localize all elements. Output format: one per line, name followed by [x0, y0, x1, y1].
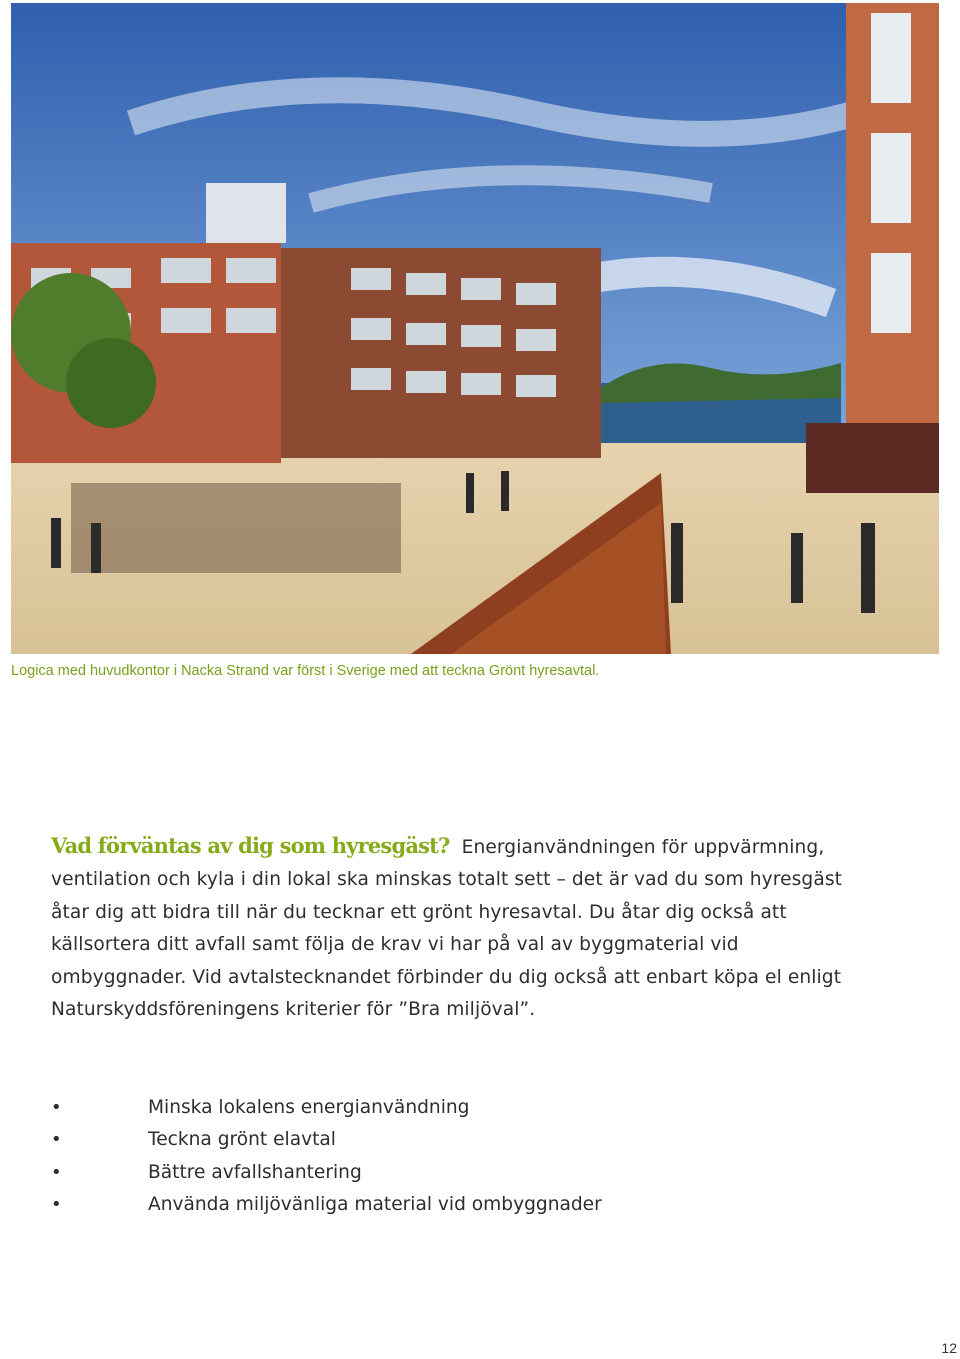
section-heading: Vad förväntas av dig som hyresgäst?: [51, 833, 450, 858]
list-item: [51, 1189, 602, 1221]
section-body: [51, 830, 871, 1026]
photo-illustration: [11, 3, 939, 654]
list-item-label: Bättre avfallshantering: [148, 1161, 362, 1183]
bullet-icon: •: [51, 1161, 62, 1183]
bullet-icon: •: [51, 1194, 62, 1216]
photo-image: [11, 3, 939, 654]
bullet-list: [51, 1092, 602, 1222]
list-item: [51, 1124, 602, 1156]
list-item-label: Minska lokalens energianvändning: [148, 1097, 470, 1118]
page-number: 12: [941, 1340, 957, 1356]
list-item: [51, 1157, 602, 1189]
bullet-icon: •: [51, 1129, 62, 1151]
list-item: [51, 1092, 602, 1124]
section-paragraph: Energianvändningen för uppvärmning, ventilation och kyla i din lokal ska minskas totalt sett – det är vad du som hyresgäst åtar dig att bidra till när du tecknar ett grönt hyresavtal. Du åtar dig också att källsortera ditt avfall samt följa de krav vi har på val av byggmaterial vid ombyggnader. Vid avtalstecknandet förbinder du dig också att enbart köpa el enligt Naturskyddsföreningens kriterier för ”Bra miljöval”.: [51, 837, 843, 1021]
list-item-label: Teckna grönt elavtal: [148, 1129, 336, 1151]
bullet-icon: •: [51, 1097, 62, 1118]
list-item-label: Använda miljövänliga material vid ombyggnader: [148, 1194, 602, 1216]
photo-caption: Logica med huvudkontor i Nacka Strand var först i Sverige med att teckna Grönt hyresavtal.: [11, 663, 600, 679]
